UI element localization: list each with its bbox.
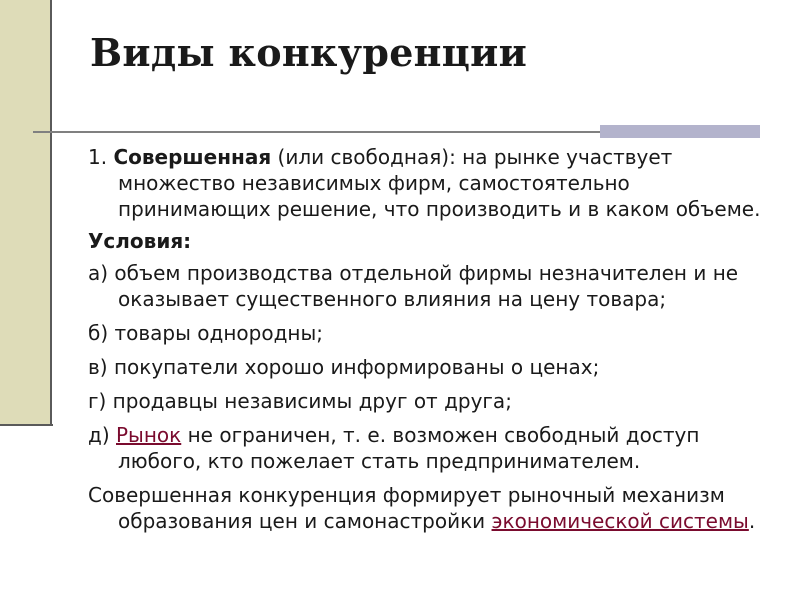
condition-item-d: г) продавцы независимы друг от друга; <box>88 389 512 413</box>
side-decor-bar <box>0 0 52 425</box>
slide-body <box>88 144 788 542</box>
conclusion-paragraph <box>88 482 788 534</box>
conclusion-end: . <box>748 509 756 533</box>
paragraph-definition: (или свободная): на рынке участвует множество независимых фирм, самостоятельно принимающих решение, что производить и в каком объеме. <box>118 145 761 221</box>
condition-item-a: а) объем производства отдельной фирмы незначителен и не оказывает существенного влияния на цену товара; <box>88 261 739 311</box>
term-perfect: Совершенная <box>113 145 272 169</box>
economic-system-link[interactable]: экономической системы <box>491 509 749 533</box>
side-decor-line <box>0 424 53 426</box>
item-prefix: д) <box>88 423 116 447</box>
title-divider <box>33 131 600 133</box>
slide-title: Виды конкуренции <box>90 30 528 75</box>
condition-item-e <box>88 422 788 474</box>
conclusion-text: Совершенная конкуренция формирует рыночный механизм образования цен и самонастройки <box>88 483 725 533</box>
condition-item-b: б) товары однородны; <box>88 321 324 345</box>
condition-item-c: в) покупатели хорошо информированы о ценах; <box>88 355 600 379</box>
market-link[interactable]: Рынок <box>116 423 182 447</box>
paragraph-number: 1. <box>88 145 114 169</box>
paragraph-perfect-competition <box>88 144 788 222</box>
item-text: не ограничен, т. е. возможен свободный доступ любого, кто пожелает стать предпринимателем. <box>118 423 700 473</box>
title-accent-block <box>600 125 760 138</box>
conditions-heading: Условия: <box>88 229 192 253</box>
